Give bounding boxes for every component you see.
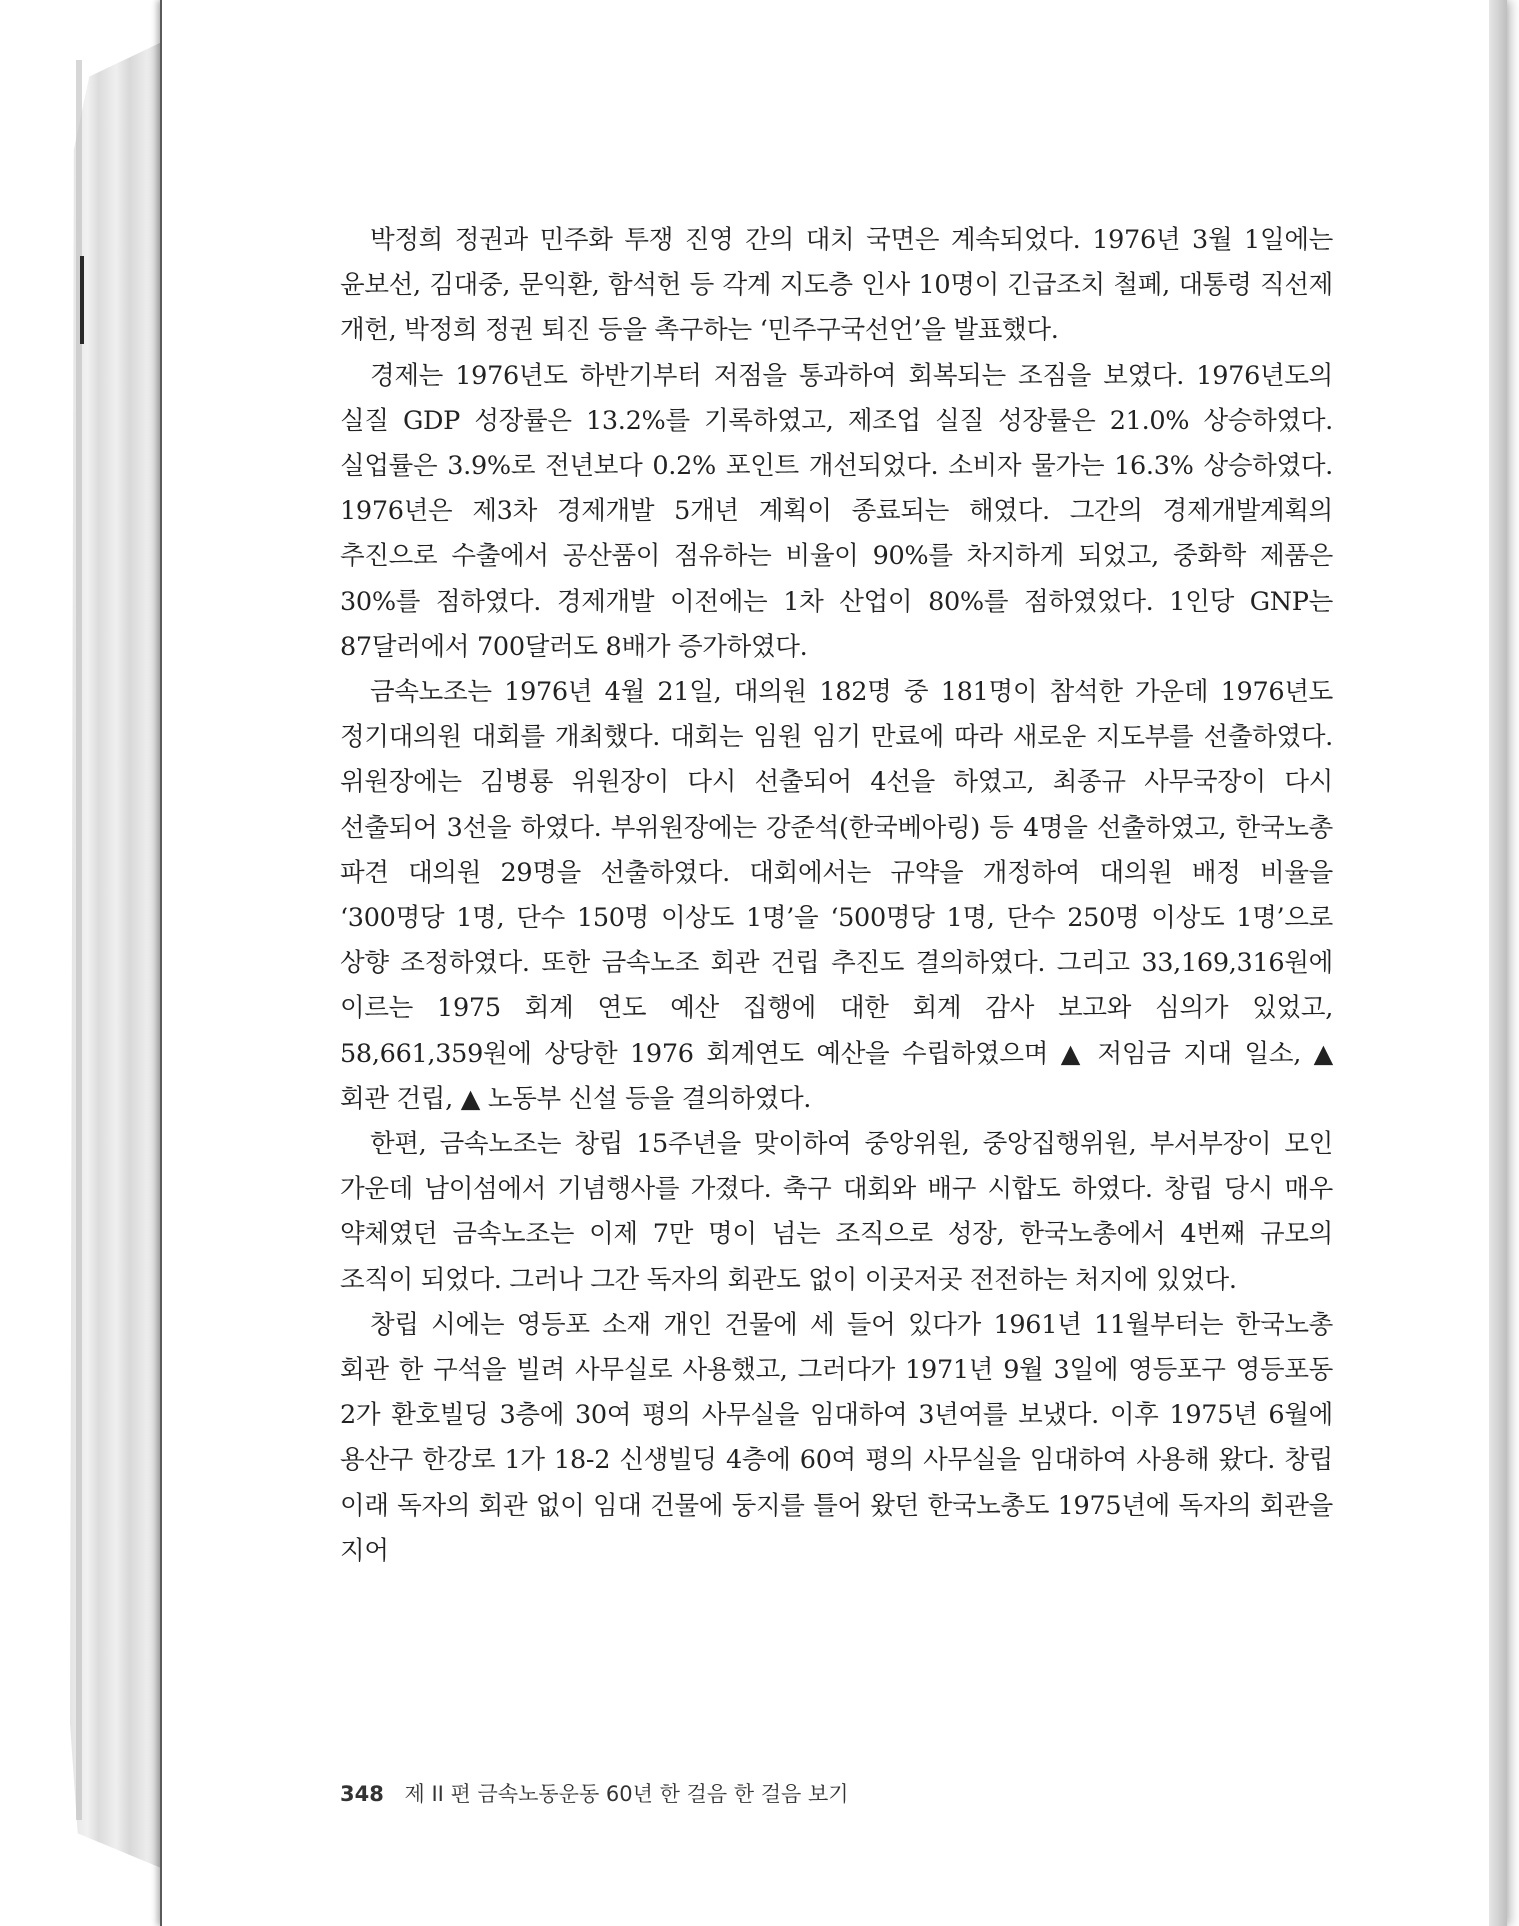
page-footer (340, 1778, 849, 1808)
body-text (340, 218, 1333, 1574)
paragraph-3: 금속노조는 1976년 4월 21일, 대의원 182명 중 181명이 참석한 가운데 1976년도 정기대의원 대회를 개최했다. 대회는 임원 임기 만료에 따라 새로운 지도부를 선출하였다. 위원장에는 김병룡 위원장이 다시 선출되어 4선을 하였고, 최종규 사무국장이 다시 선출되어 3선을 하였다. 부위원장에는 강준석(한국베아링) 등 4명을 선출하였고, 한국노총 파견 대의원 29명을 선출하였다. 대회에서는 규약을 개정하여 대의원 배정 비율을 ‘300명당 1명, 단수 150명 이상도 1명’을 ‘500명당 1명, 단수 250명 이상도 1명’으로 상향 조정하였다. 또한 금속노조 회관 건립 추진도 결의하였다. 그리고 33,169,316원에 이르는 1975 회계 연도 예산 집행에 대한 회계 감사 보고와 심의가 있었고, 58,661,359원에 상당한 1976 회계연도 예산을 수립하였으며 ▲ 저임금 지대 일소, ▲ 회관 건립, ▲ 노동부 신설 등을 결의하였다. (340, 677, 1333, 1114)
page-number: 348 (340, 1782, 384, 1806)
paragraph-1: 박정희 정권과 민주화 투쟁 진영 간의 대치 국면은 계속되었다. 1976년 3월 1일에는 윤보선, 김대중, 문익환, 함석헌 등 각계 지도층 인사 10명이 긴급조치 철폐, 대통령 직선제 개헌, 박정희 정권 퇴진 등을 촉구하는 ‘민주구국선언’을 발표했다. (340, 225, 1333, 346)
paragraph-4: 한편, 금속노조는 창립 15주년을 맞이하여 중앙위원, 중앙집행위원, 부서부장이 모인 가운데 남이섬에서 기념행사를 가졌다. 축구 대회와 배구 시합도 하였다. 창립 당시 매우 약체였던 금속노조는 이제 7만 명이 넘는 조직으로 성장, 한국노총에서 4번째 규모의 조직이 되었다. 그러나 그간 독자의 회관도 없이 이곳저곳 전전하는 처지에 있었다. (340, 1129, 1333, 1295)
section-title: 제 II 편 금속노동운동 60년 한 걸음 한 걸음 보기 (404, 1782, 849, 1806)
book-page-edges (70, 40, 166, 1870)
edge-bookmark-mark (80, 256, 84, 344)
page-right-edge (1489, 0, 1507, 1926)
paragraph-5: 창립 시에는 영등포 소재 개인 건물에 세 들어 있다가 1961년 11월부터는 한국노총 회관 한 구석을 빌려 사무실로 사용했고, 그러다가 1971년 9월 3일에 영등포구 영등포동 2가 환호빌딩 3층에 30여 평의 사무실을 임대하여 3년여를 보냈다. 이후 1975년 6월에 용산구 한강로 1가 18-2 신생빌딩 4층에 60여 평의 사무실을 임대하여 사용해 왔다. 창립 이래 독자의 회관 없이 임대 건물에 둥지를 틀어 왔던 한국노총도 1975년에 독자의 회관을 지어 (340, 1309, 1333, 1566)
paragraph-2: 경제는 1976년도 하반기부터 저점을 통과하여 회복되는 조짐을 보였다. 1976년도의 실질 GDP 성장률은 13.2%를 기록하였고, 제조업 실질 성장률은 21.0% 상승하였다. 실업률은 3.9%로 전년보다 0.2% 포인트 개선되었다. 소비자 물가는 16.3% 상승하였다. 1976년은 제3차 경제개발 5개년 계획이 종료되는 해였다. 그간의 경제개발계획의 추진으로 수출에서 공산품이 점유하는 비율이 90%를 차지하게 되었고, 중화학 제품은 30%를 점하였다. 경제개발 이전에는 1차 산업이 80%를 점하였었다. 1인당 GNP는 87달러에서 700달러도 8배가 증가하였다. (340, 360, 1333, 662)
book-page (160, 0, 1507, 1926)
